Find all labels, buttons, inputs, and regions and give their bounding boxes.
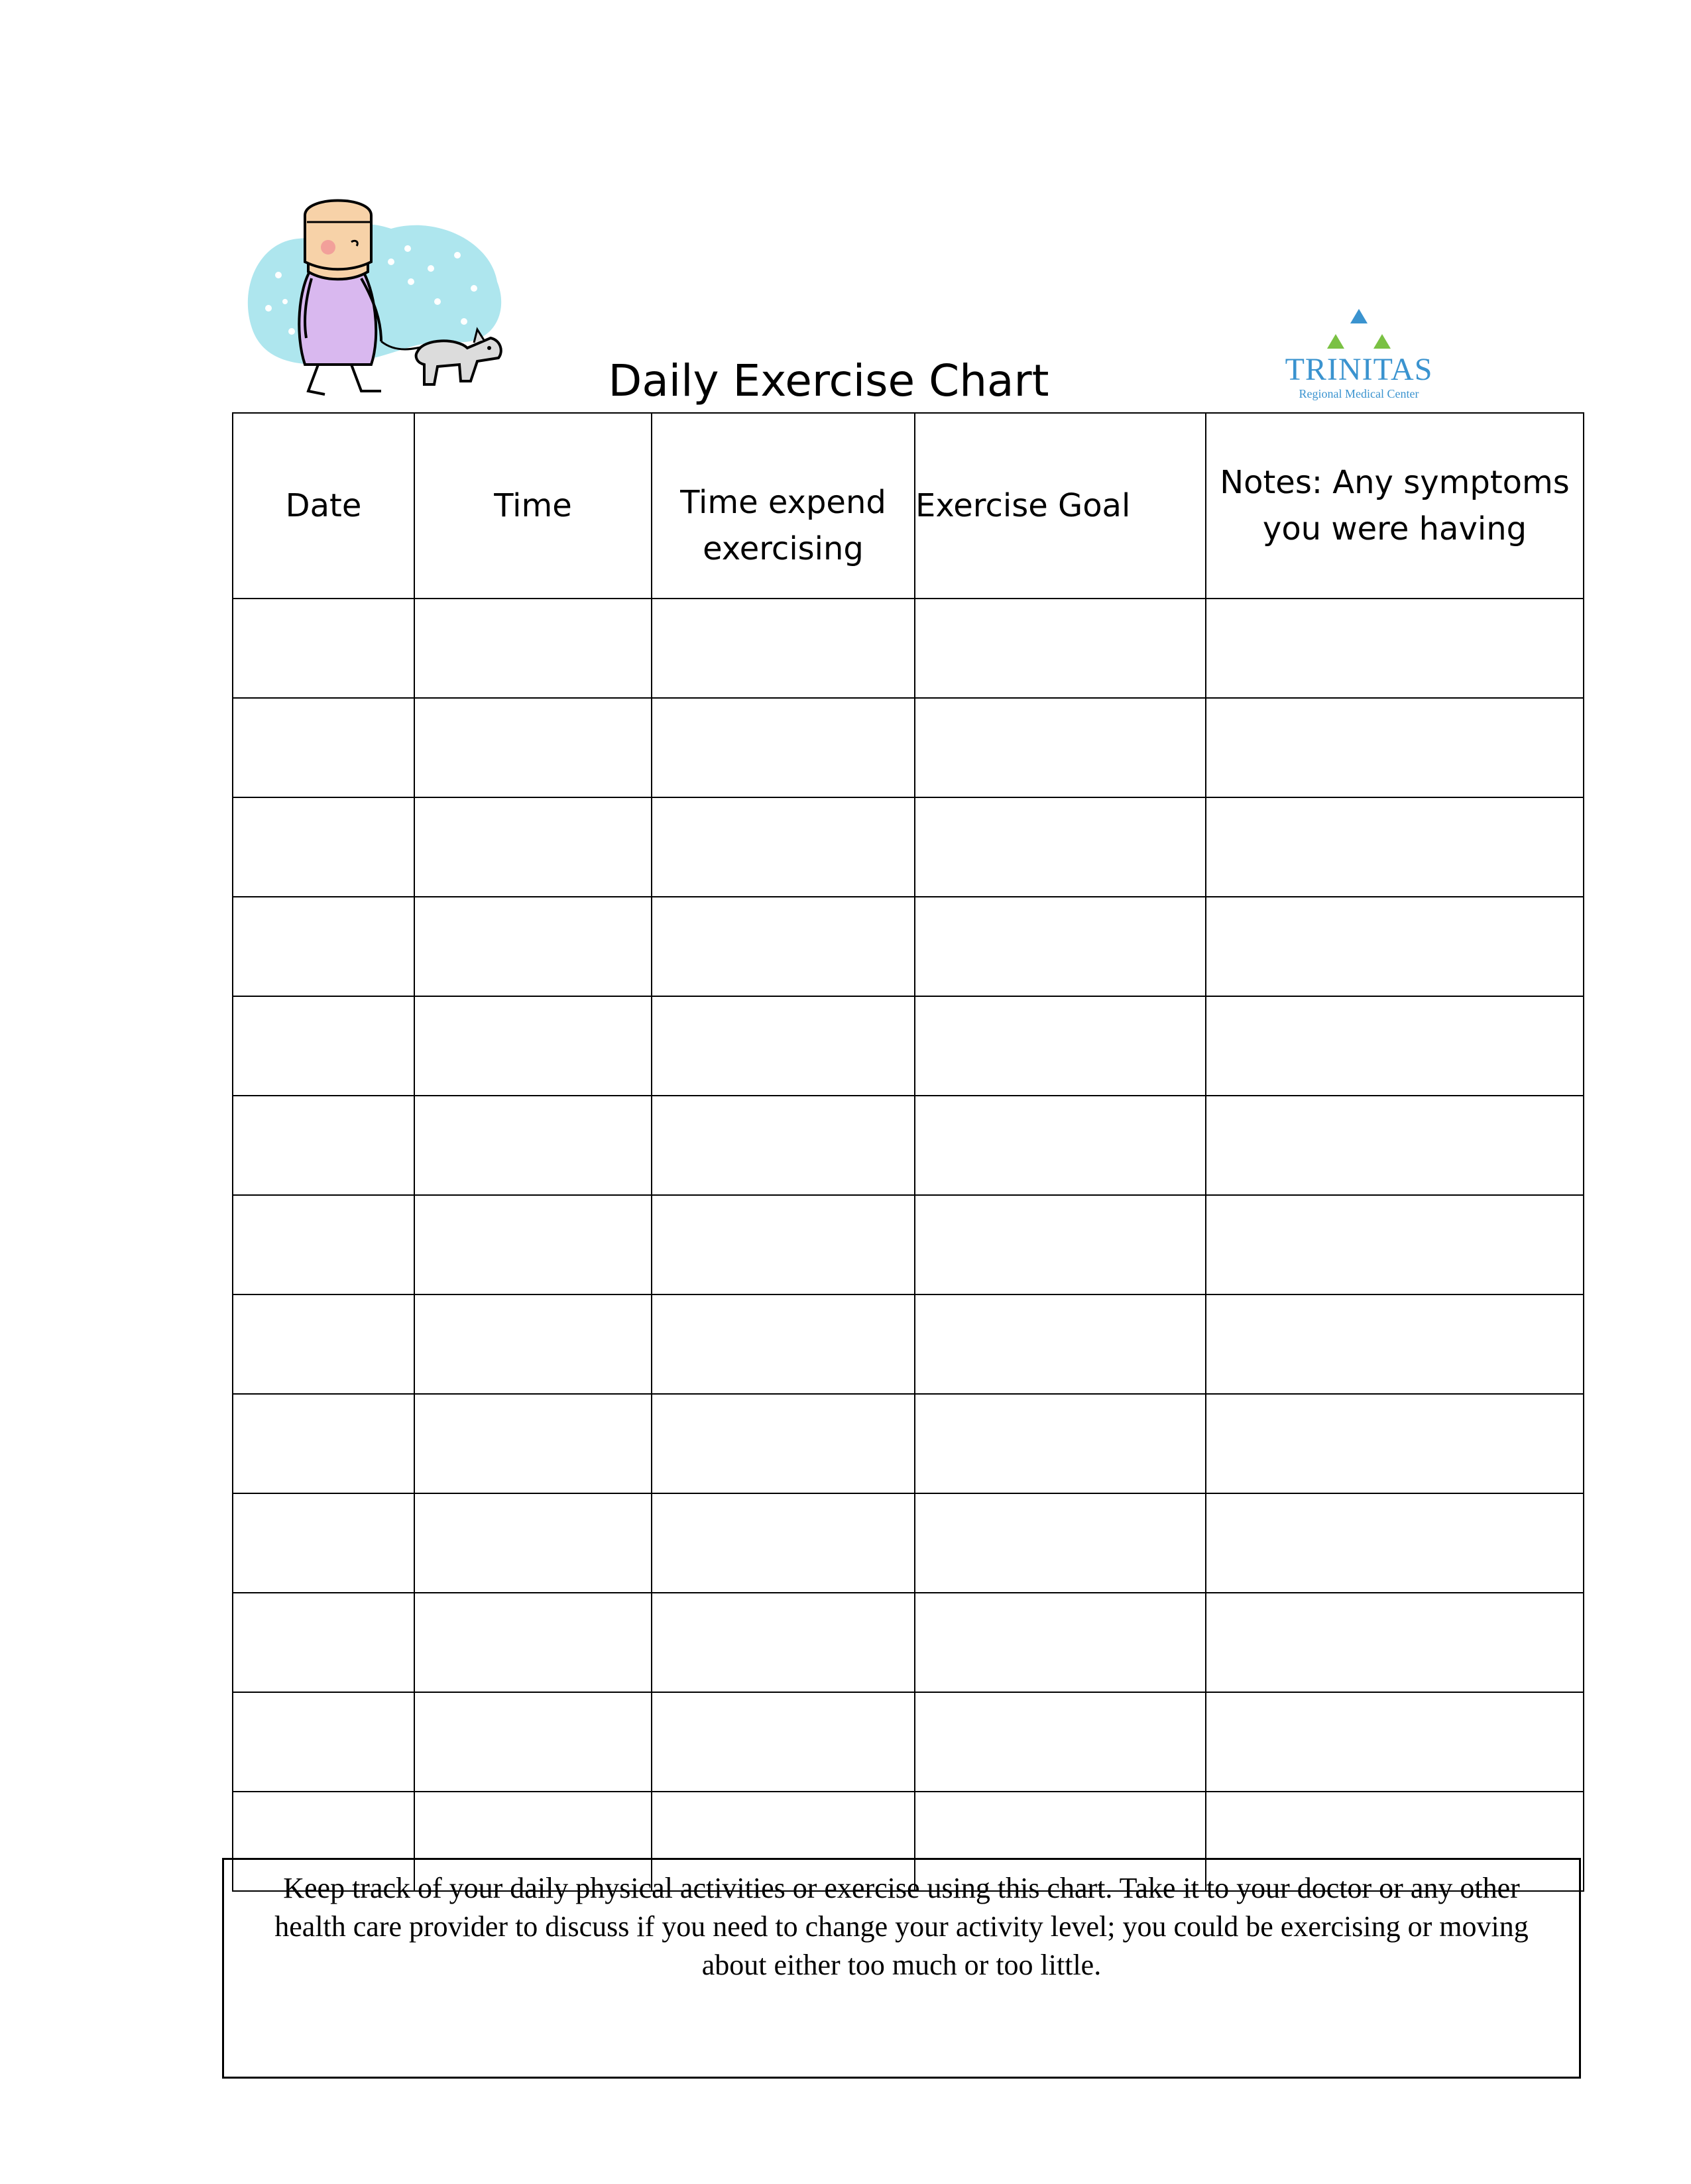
trinitas-logo [1273,305,1445,404]
cell-time[interactable] [414,698,652,797]
cell-time-expend[interactable] [652,698,915,797]
cell-date[interactable] [233,599,414,698]
cell-notes[interactable] [1206,698,1584,797]
instructions-box [222,1858,1581,2079]
cell-notes[interactable] [1206,599,1584,698]
cell-date[interactable] [233,698,414,797]
table-row [233,1593,1584,1692]
cell-goal[interactable] [915,1096,1206,1195]
cell-notes[interactable] [1206,996,1584,1096]
cell-time-expend[interactable] [652,1195,915,1294]
cell-goal[interactable] [915,599,1206,698]
cell-goal[interactable] [915,1493,1206,1593]
cell-time-expend[interactable] [652,1394,915,1493]
cell-date[interactable] [233,1593,414,1692]
cell-notes[interactable] [1206,1294,1584,1394]
table-row [233,996,1584,1096]
column-header-time: Time [414,413,652,599]
cell-notes[interactable] [1206,1394,1584,1493]
cell-date[interactable] [233,897,414,996]
logo-subtitle: Regional Medical Center [1299,387,1419,400]
cell-time[interactable] [414,599,652,698]
cell-time[interactable] [414,996,652,1096]
logo-wordmark: TRINITAS [1285,352,1433,387]
column-header-time-expend [652,413,915,599]
cell-goal[interactable] [915,1593,1206,1692]
cell-time[interactable] [414,1493,652,1593]
column-header-date: Date [233,413,414,599]
table-row [233,1195,1584,1294]
cell-date[interactable] [233,1692,414,1792]
cell-goal[interactable] [915,698,1206,797]
table-row [233,698,1584,797]
cell-date[interactable] [233,996,414,1096]
cell-goal[interactable] [915,996,1206,1096]
cell-time[interactable] [414,797,652,897]
cell-goal[interactable] [915,797,1206,897]
cell-time-expend[interactable] [652,1692,915,1792]
cell-date[interactable] [233,1493,414,1593]
table-row [233,1294,1584,1394]
cell-goal[interactable] [915,1394,1206,1493]
column-header-time-expend-label: Time expend exercising [680,484,886,567]
cell-goal[interactable] [915,1692,1206,1792]
table-row [233,599,1584,698]
cell-notes[interactable] [1206,1493,1584,1593]
cell-notes[interactable] [1206,797,1584,897]
cell-time[interactable] [414,1692,652,1792]
cell-time-expend[interactable] [652,996,915,1096]
cell-notes[interactable] [1206,1593,1584,1692]
cell-date[interactable] [233,1394,414,1493]
cell-notes[interactable] [1206,1692,1584,1792]
cell-notes[interactable] [1206,1096,1584,1195]
instructions-text: Keep track of your daily physical activities or exercise using this chart. Take it to your doctor or any other health care provider to discuss if you need to change your activity level; you could be exercising or moving about either too much or too little. [274,1872,1529,1981]
trinitas-triangles-icon [1273,305,1445,358]
cell-notes[interactable] [1206,1195,1584,1294]
cell-time-expend[interactable] [652,1493,915,1593]
column-header-goal: Exercise Goal [915,413,1206,599]
cell-time[interactable] [414,1096,652,1195]
cell-time[interactable] [414,897,652,996]
table-header-row [233,413,1584,599]
table-row [233,1096,1584,1195]
table-row [233,897,1584,996]
cell-notes[interactable] [1206,897,1584,996]
cell-date[interactable] [233,1195,414,1294]
table-row [233,1493,1584,1593]
cell-time-expend[interactable] [652,599,915,698]
table-row [233,1394,1584,1493]
cell-date[interactable] [233,1294,414,1394]
cell-date[interactable] [233,1096,414,1195]
cell-date[interactable] [233,797,414,897]
column-header-notes: Notes: Any symptoms you were having [1206,413,1584,599]
walking-person-with-dog-illustration [239,189,517,408]
cell-time[interactable] [414,1294,652,1394]
cell-time-expend[interactable] [652,897,915,996]
cell-goal[interactable] [915,1195,1206,1294]
cell-time[interactable] [414,1195,652,1294]
cell-time-expend[interactable] [652,1593,915,1692]
table-row [233,1692,1584,1792]
cell-time-expend[interactable] [652,1096,915,1195]
cell-time-expend[interactable] [652,1294,915,1394]
cell-time-expend[interactable] [652,797,915,897]
cell-goal[interactable] [915,1294,1206,1394]
cell-time[interactable] [414,1593,652,1692]
cell-goal[interactable] [915,897,1206,996]
exercise-log-table [232,412,1584,1892]
table-row [233,797,1584,897]
cell-time[interactable] [414,1394,652,1493]
page-title: Daily Exercise Chart [608,355,1049,406]
